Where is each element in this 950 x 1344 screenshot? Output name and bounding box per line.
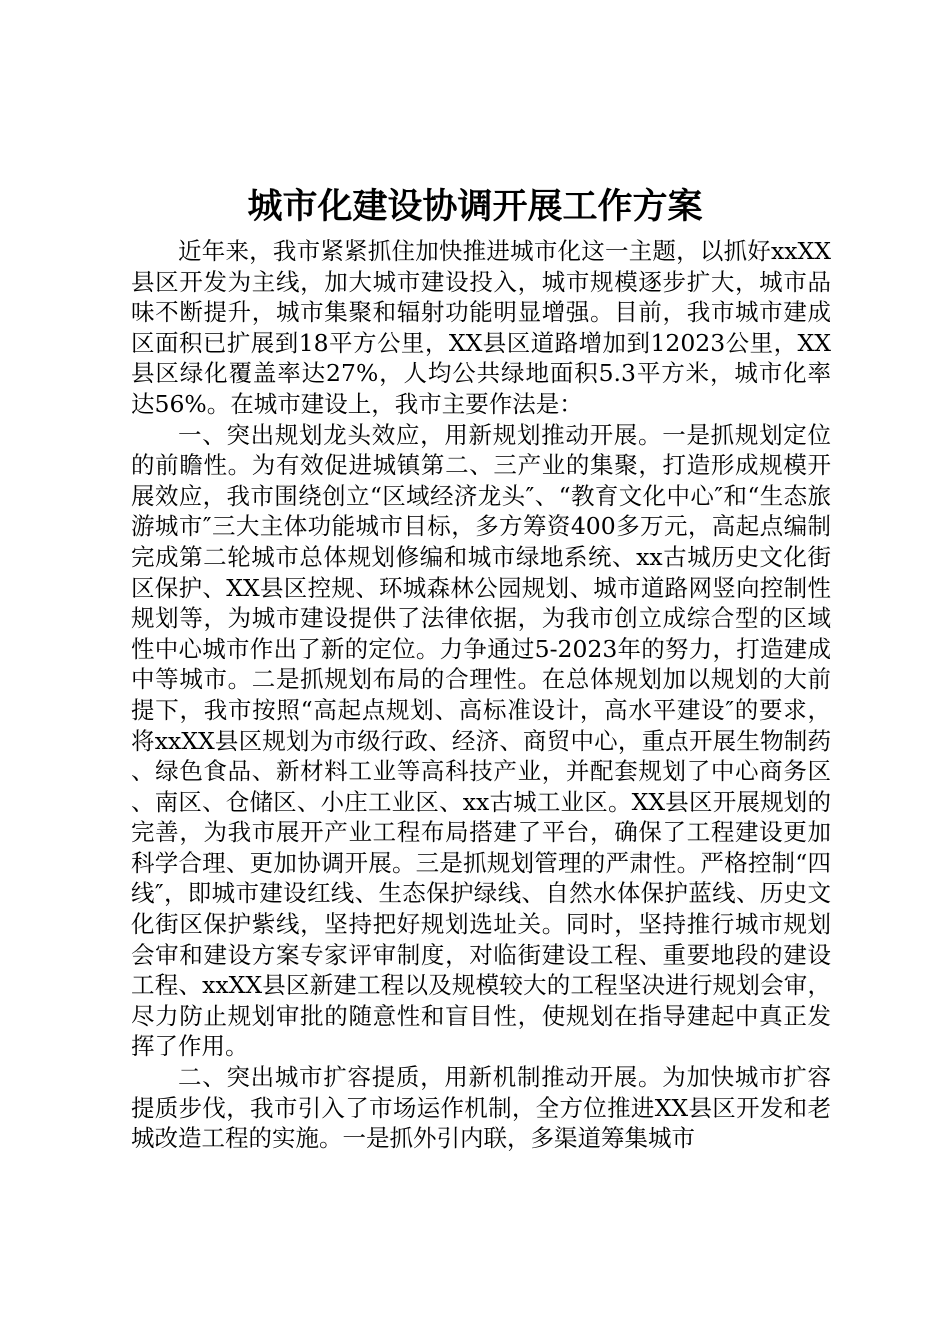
document-title: 城市化建设协调开展工作方案 xyxy=(247,186,703,227)
document-body xyxy=(131,236,831,1154)
paragraph-intro: 近年来，我市紧紧抓住加快推进城市化这一主题，以抓好xxXX县区开发为主线，加大城市建设投入，城市规模逐步扩大，城市品味不断提升，城市集聚和辐射功能明显增强。目前，我市城市建成区面积已扩展到18平方公里，XX县区道路增加到12023公里，XX县区绿化覆盖率达27%，人均公共绿地面积5.3平方米，城市化率达56%。在城市建设上，我市主要作法是： xyxy=(131,237,831,418)
paragraph-section-2: 二、突出城市扩容提质，用新机制推动开展。为加快城市扩容提质步伐，我市引入了市场运作机制，全方位推进XX县区开发和老城改造工程的实施。一是抓外引内联，多渠道筹集城市 xyxy=(131,1063,831,1153)
paragraph-section-1: 一、突出规划龙头效应，用新规划推动开展。一是抓规划定位的前瞻性。为有效促进城镇第二、三产业的集聚，打造形成规模开展效应，我市围绕创立“区域经济龙头″、“教育文化中心″和“生态旅游城市″三大主体功能城市目标，多方筹资400多万元，高起点编制完成第二轮城市总体规划修编和城市绿地系统、xx古城历史文化街区保护、XX县区控规、环城森林公园规划、城市道路网竖向控制性规划等，为城市建设提供了法律依据，为我市创立成综合型的区域性中心城市作出了新的定位。力争通过5-2023年的努力，打造建成中等城市。二是抓规划布局的合理性。在总体规划加以规划的大前提下，我市按照“高起点规划、高标准设计，高水平建设″的要求，将xxXX县区规划为市级行政、经济、商贸中心，重点开展生物制药、绿色食品、新材料工业等高科技产业，并配套规划了中心商务区、南区、仓储区、小庄工业区、xx古城工业区。XX县区开展规划的完善，为我市展开产业工程布局搭建了平台，确保了工程建设更加科学合理、更加协调开展。三是抓规划管理的严肃性。严格控制“四线″，即城市建设红线、生态保护绿线、自然水体保护蓝线、历史文化街区保护紫线，坚持把好规划选址关。同时，坚持推行城市规划会审和建设方案专家评审制度，对临街建设工程、重要地段的建设工程、xxXX县区新建工程以及规模较大的工程坚决进行规划会审，尽力防止规划审批的随意性和盲目性，使规划在指导建起中真正发挥了作用。 xyxy=(131,420,831,1061)
